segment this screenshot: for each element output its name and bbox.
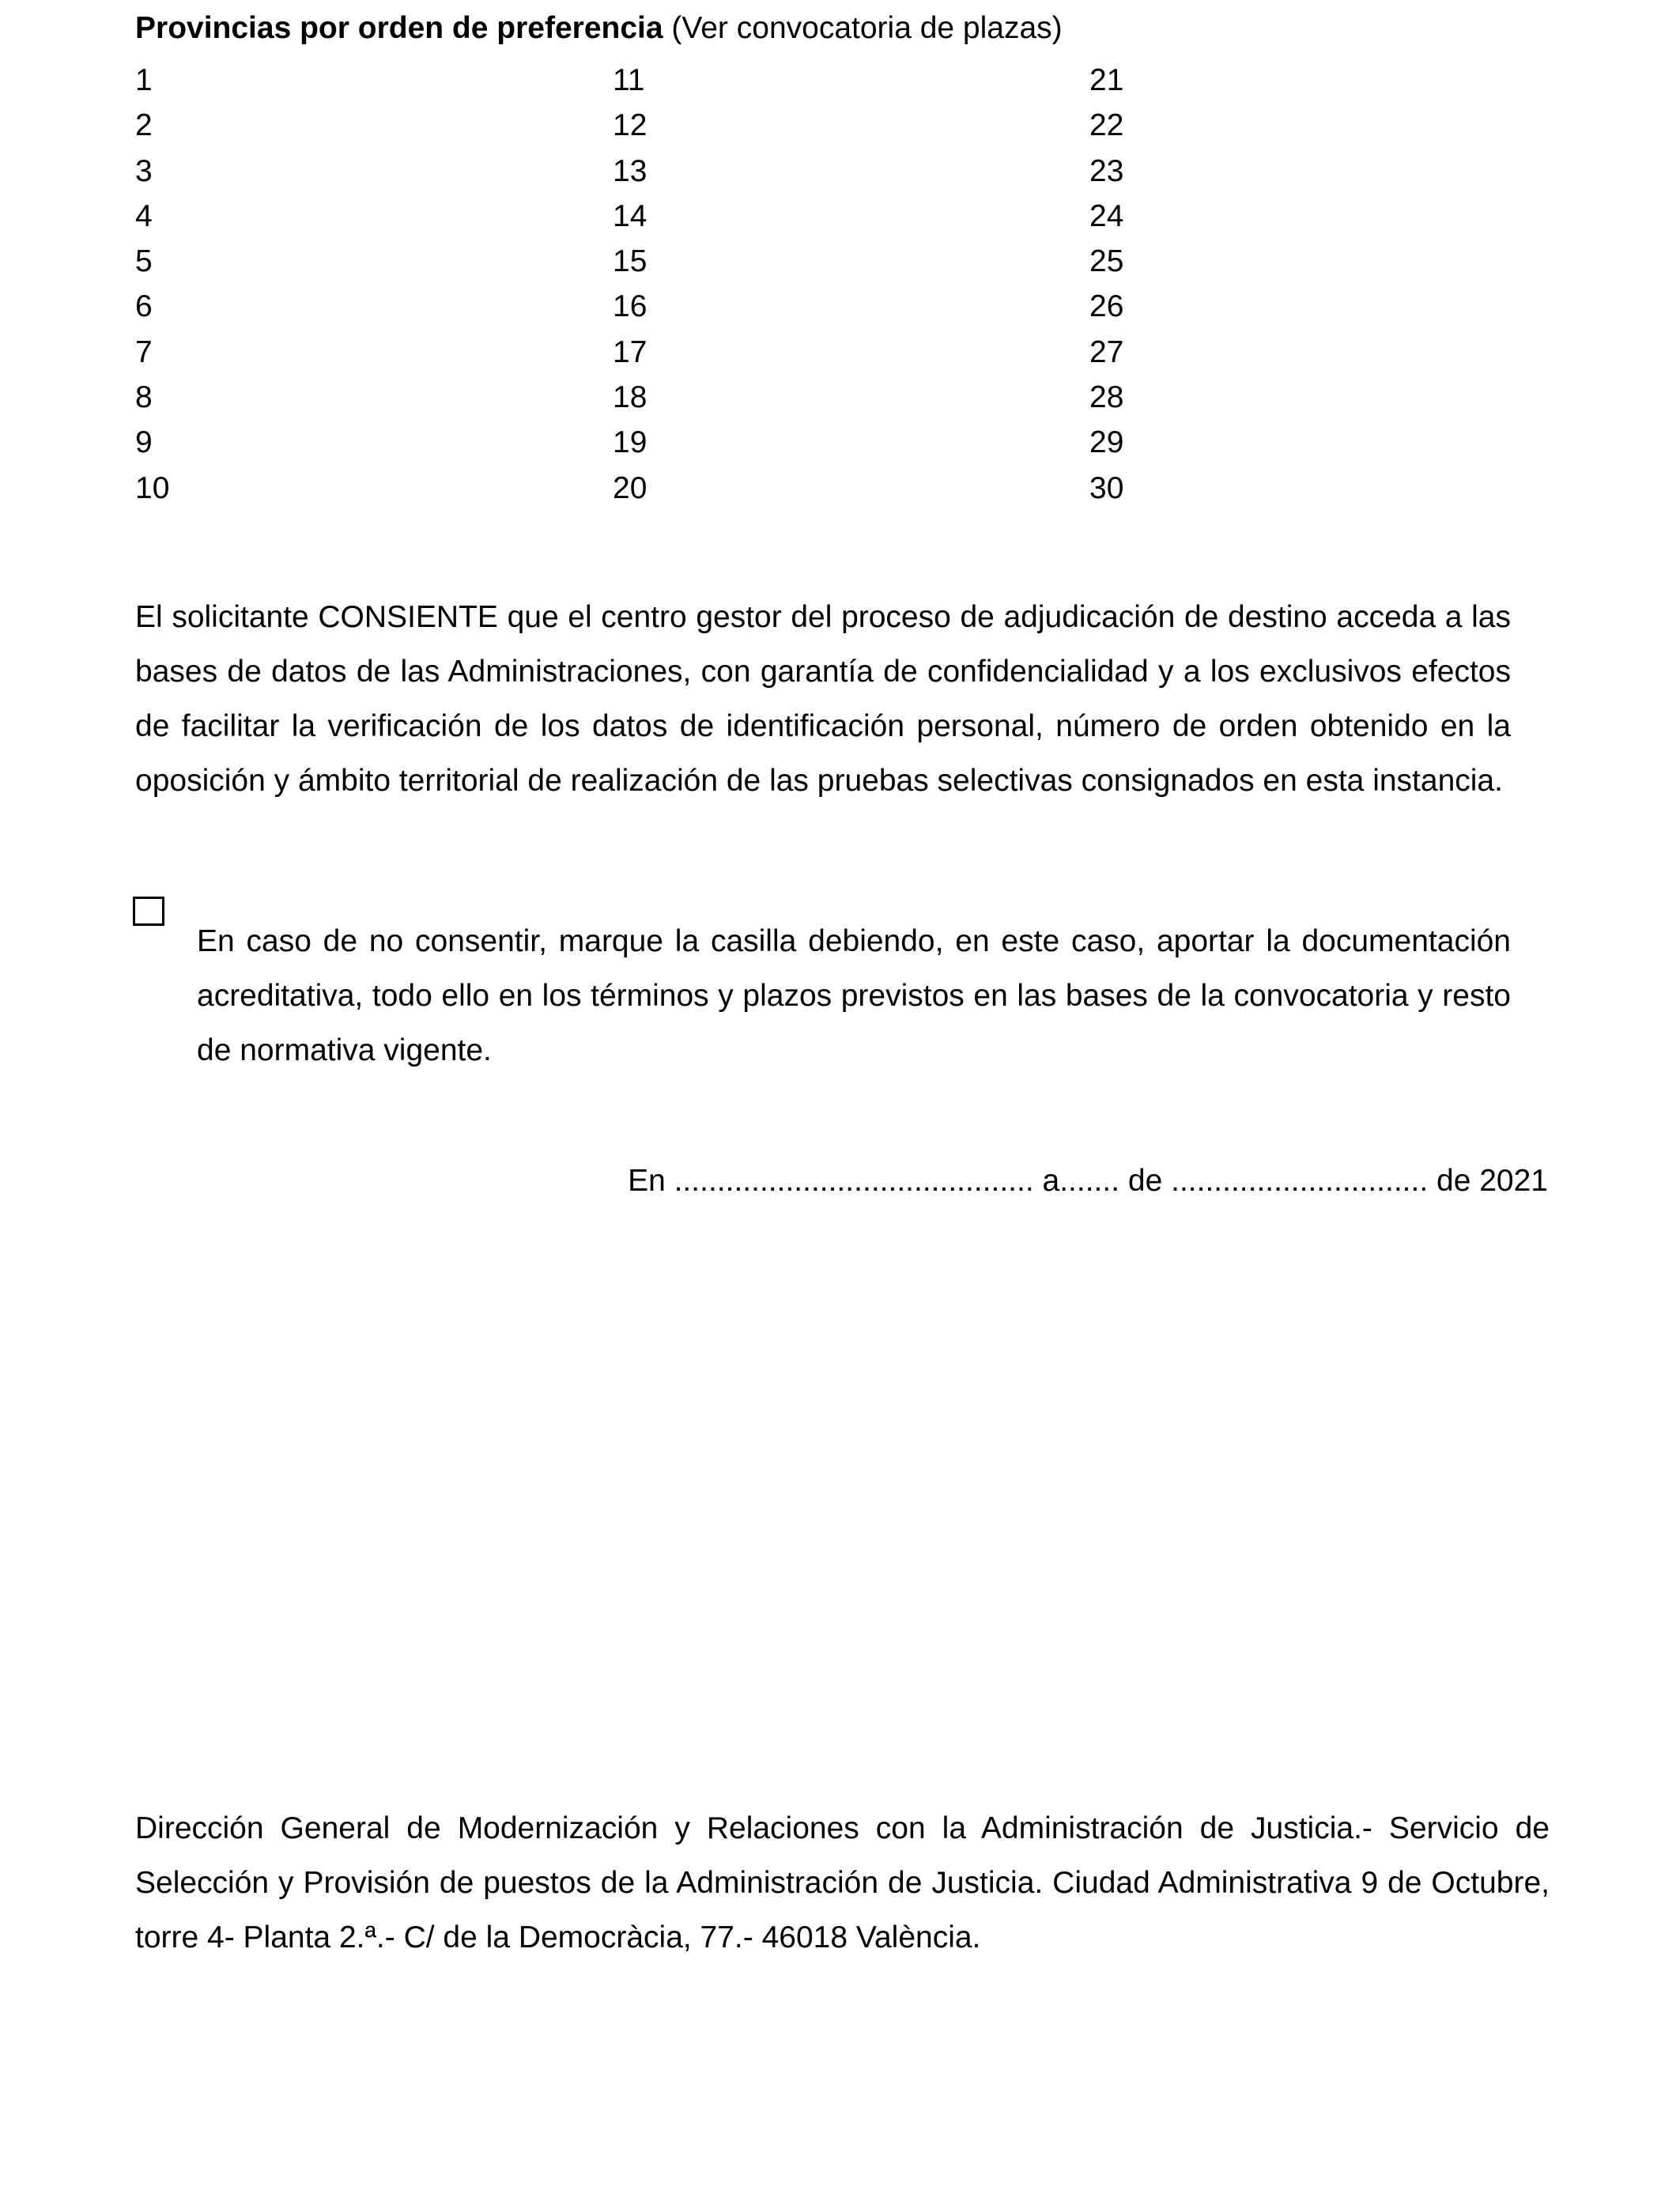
province-slot-number: 24 (1089, 198, 1124, 233)
province-slot-number: 27 (1089, 334, 1124, 369)
consent-paragraph: El solicitante CONSIENTE que el centro gestor del proceso de adjudicación de destino acceda a las bases de datos de las Administraciones, con garantía de confidencialidad y a los exclusivos efectos de facilitar la verificación de los datos de identificación personal, número de orden obtenido en la oposición y ámbito territorial de realización de las pruebas selectivas consignados en esta instancia. (135, 600, 1511, 798)
province-slot-number: 4 (135, 198, 153, 233)
province-slot-number: 5 (135, 244, 153, 279)
province-slot-number: 6 (135, 289, 153, 324)
footer-address: Dirección General de Modernización y Relaciones con la Administración de Justicia.- Servicio de Selección y Provisión de puestos de la Administración de Justicia. Ciudad Administrativa 9 de Octubre, torre 4- Planta 2.ª.- C/ de la Democràcia, 77.- 46018 València. (135, 1811, 1550, 1954)
province-slot-number: 1 (135, 63, 153, 97)
province-slot-number: 23 (1089, 153, 1124, 188)
province-slot-number: 29 (1089, 425, 1124, 460)
province-slot-number: 15 (613, 244, 647, 279)
no-consent-text: En caso de no consentir, marque la casilla debiendo, en este caso, aportar la documentación acreditativa, todo ello en los términos y plazos previstos en las bases de la convocatoria y resto de normativa vigente. (197, 924, 1511, 1067)
province-slot-number: 13 (613, 153, 647, 188)
province-slot-number: 30 (1089, 470, 1124, 505)
province-slot-number: 17 (613, 334, 647, 369)
province-slot-number: 18 (613, 380, 647, 415)
no-consent-checkbox[interactable] (133, 897, 164, 926)
province-slot-number: 9 (135, 425, 153, 460)
province-slot-number: 11 (613, 63, 645, 97)
provinces-column-2 (613, 62, 850, 515)
province-slot-number: 14 (613, 198, 647, 233)
province-slot-number: 28 (1089, 380, 1124, 415)
provinces-heading-bold: Provincias por orden de preferencia (135, 11, 663, 45)
province-slot-number: 10 (135, 470, 170, 505)
province-slot-number: 25 (1089, 244, 1124, 279)
provinces-column-3 (1089, 62, 1327, 515)
province-slot-number: 8 (135, 380, 153, 415)
province-slot-number: 22 (1089, 108, 1124, 143)
province-slot-number: 16 (613, 289, 647, 324)
province-slot-number: 19 (613, 425, 647, 460)
province-slot-number: 21 (1089, 63, 1124, 97)
province-slot-number: 2 (135, 108, 153, 143)
provinces-heading-note: (Ver convocatoria de plazas) (663, 11, 1063, 45)
province-slot-number: 3 (135, 153, 153, 188)
province-slot-number: 12 (613, 108, 647, 143)
provinces-column-1 (135, 62, 372, 515)
province-slot-number: 26 (1089, 289, 1124, 324)
place-date-line: En .......................................... a....... de .............................. de 2021 (628, 1164, 1548, 1198)
provinces-heading (135, 9, 1063, 47)
province-slot-number: 20 (613, 470, 647, 505)
province-slot-number: 7 (135, 334, 153, 369)
